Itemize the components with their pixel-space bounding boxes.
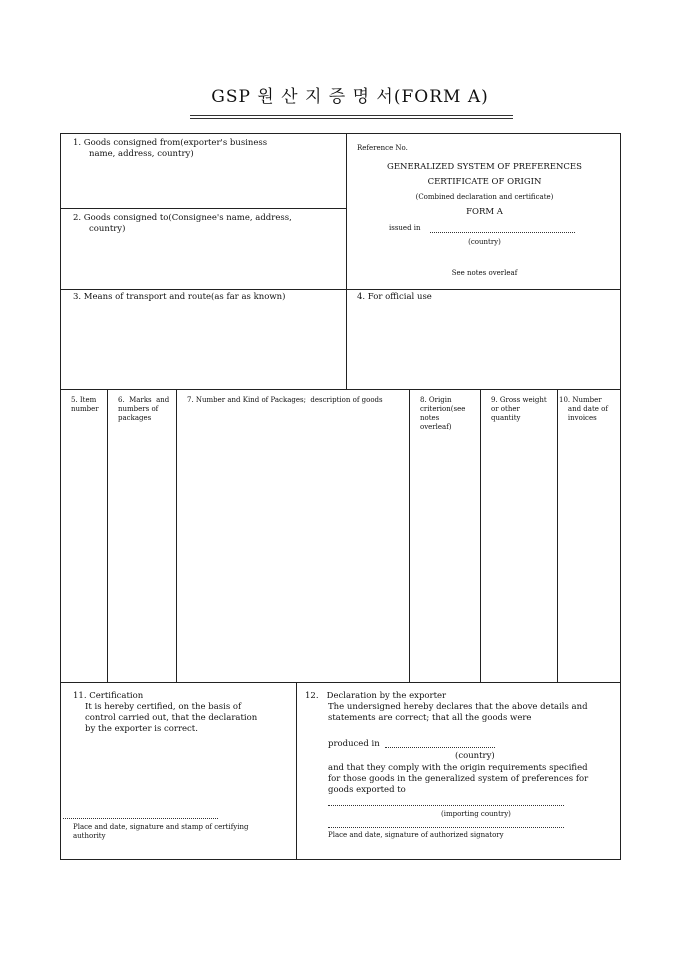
box-2-consignee[interactable] <box>60 208 347 290</box>
col-7-description[interactable] <box>176 389 410 683</box>
form-a-label: FORM A <box>466 207 503 217</box>
box-1-label: 1. Goods consigned from(exporter's business <box>73 138 268 148</box>
gsp-heading: GENERALIZED SYSTEM OF PREFERENCES <box>387 162 582 172</box>
box-12-body: The undersigned hereby declares that the above details and statements are correct; that all the goods were <box>328 702 588 723</box>
importing-country-field[interactable] <box>328 805 564 806</box>
col-5-item-number[interactable] <box>60 389 108 683</box>
certifying-signature-field[interactable] <box>63 818 218 819</box>
combined-declaration: (Combined declaration and certificate) <box>415 193 554 201</box>
country-caption: (country) <box>468 238 501 246</box>
box-12-declaration[interactable] <box>296 682 621 860</box>
country-caption-12: (country) <box>455 751 495 761</box>
box-12-heading: 12. Declaration by the exporter <box>305 691 447 701</box>
box-2-label-2: country) <box>89 224 126 234</box>
col-9-label: 9. Gross weight or other quantity <box>491 396 547 422</box>
produced-in-label: produced in <box>328 739 380 749</box>
col-10-invoices[interactable] <box>557 389 621 683</box>
col-8-origin-criterion[interactable] <box>409 389 481 683</box>
col-5-label: 5. Item number <box>71 396 99 413</box>
box-2-label: 2. Goods consigned to(Consignee's name, address, <box>73 213 292 223</box>
box-4-official-use[interactable] <box>346 289 621 390</box>
importing-country-caption: (importing country) <box>441 810 511 818</box>
box-11-sign-caption: Place and date, signature and stamp of certifying authority <box>73 823 249 840</box>
col-10-label: 10. Number and date of invoices <box>559 396 608 422</box>
col-6-marks[interactable] <box>107 389 177 683</box>
col-8-label: 8. Origin criterion(see notes overleaf) <box>420 396 466 431</box>
reference-box[interactable] <box>346 133 621 290</box>
reference-no-label: Reference No. <box>357 144 408 152</box>
see-notes: See notes overleaf <box>451 269 518 277</box>
box-11-body: It is hereby certified, on the basis of control carried out, that the declaration by the exporter is correct. <box>85 702 258 734</box>
page-title: GSP 원 산 지 증 명 서(FORM A) <box>211 87 489 107</box>
certificate-heading: CERTIFICATE OF ORIGIN <box>427 177 542 187</box>
box-3-transport[interactable] <box>60 289 347 390</box>
col-9-gross-weight[interactable] <box>480 389 558 683</box>
box-1-label-2: name, address, country) <box>89 149 194 159</box>
title-underline <box>190 115 513 119</box>
box-3-label: 3. Means of transport and route(as far as known) <box>73 292 286 302</box>
box-11-certification[interactable] <box>60 682 297 860</box>
box-4-label: 4. For official use <box>357 292 432 302</box>
box-12-body-2: and that they comply with the origin requirements specified for those goods in the generalized system of preferences for goods exported to <box>328 763 589 795</box>
box-1-exporter[interactable] <box>60 133 347 209</box>
box-11-heading: 11. Certification <box>73 691 144 701</box>
box-12-sign-caption: Place and date, signature of authorized signatory <box>328 831 504 839</box>
issued-in-field[interactable] <box>430 232 575 233</box>
produced-in-field[interactable] <box>385 747 495 748</box>
issued-in-label: issued in <box>389 224 421 232</box>
col-7-label: 7. Number and Kind of Packages; description of goods <box>187 396 383 404</box>
col-6-label: 6. Marks and numbers of packages <box>118 396 170 422</box>
exporter-signature-field[interactable] <box>328 827 564 828</box>
